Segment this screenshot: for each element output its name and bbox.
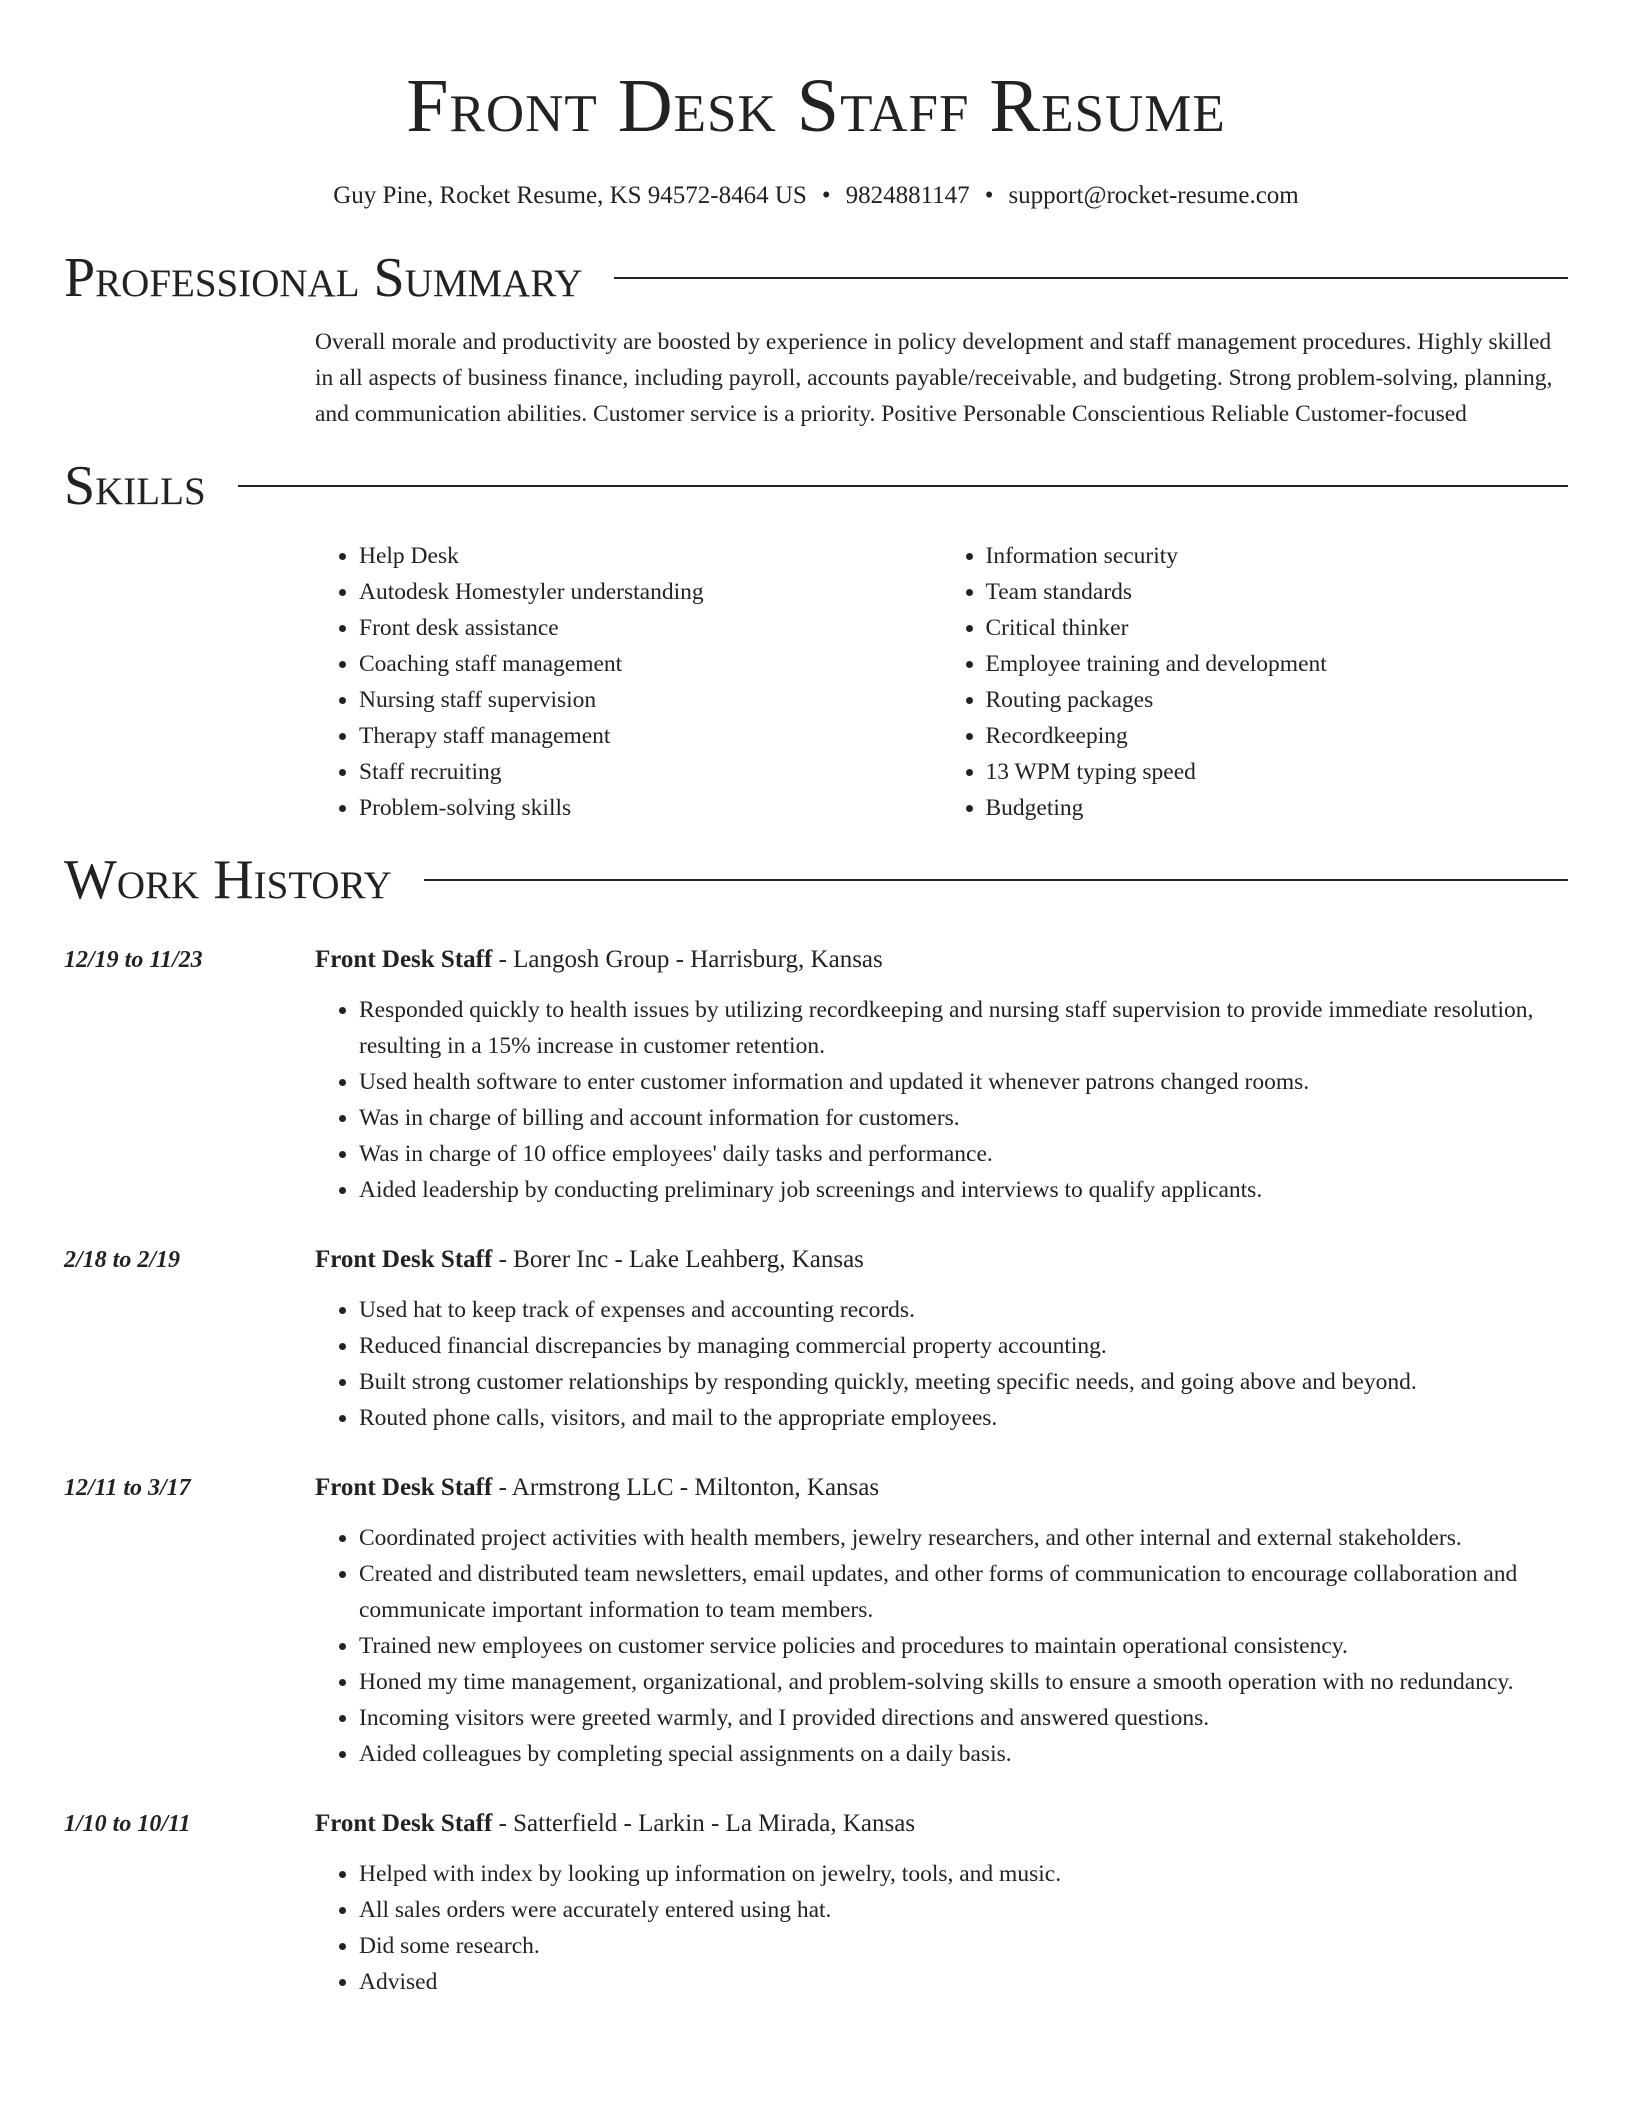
section-title-summary: Professional Summary	[64, 247, 583, 309]
job-bullet: • Was in charge of 10 office employees' daily tasks and performance.	[359, 1136, 1568, 1172]
job-bullet: • Built strong customer relationships by responding quickly, meeting specific needs, and going above and beyond.	[359, 1364, 1568, 1400]
section-header	[64, 454, 1568, 518]
job-bullets	[315, 1520, 1568, 1772]
section-title-work-history: Work History	[64, 849, 392, 911]
job-bullet: • Created and distributed team newsletters, email updates, and other forms of communication to encourage collaboration and communicate important information to team members.	[359, 1556, 1568, 1628]
job-role: Front Desk Staff	[315, 1474, 493, 1501]
contact-email: support@rocket-resume.com	[1008, 182, 1299, 209]
skill-item: • Therapy staff management	[359, 718, 942, 754]
job-details	[315, 1470, 1568, 1772]
job-bullet: • Used health software to enter customer information and updated it whenever patrons changed rooms.	[359, 1064, 1568, 1100]
job-dates: 12/11 to 3/17	[64, 1475, 191, 1501]
job-title-line	[315, 942, 1568, 978]
job-bullet: • Helped with index by looking up information on jewelry, tools, and music.	[359, 1856, 1568, 1892]
job-bullet: • Advised	[359, 1964, 1568, 2000]
job-dates: 2/18 to 2/19	[64, 1247, 181, 1273]
skills-grid	[315, 538, 1568, 826]
job-bullets	[315, 992, 1568, 1208]
work-history-section	[64, 848, 1568, 2000]
job-title-line	[315, 1470, 1568, 1506]
skill-item: • Routing packages	[986, 682, 1569, 718]
skill-item: • 13 WPM typing speed	[986, 754, 1569, 790]
section-divider	[424, 879, 1568, 881]
section-header	[64, 246, 1568, 310]
contact-separator: •	[821, 182, 831, 209]
job-details	[315, 1242, 1568, 1436]
skill-item: • Front desk assistance	[359, 610, 942, 646]
skill-item: • Help Desk	[359, 538, 942, 574]
job-bullet: • Incoming visitors were greeted warmly, and I provided directions and answered questions.	[359, 1700, 1568, 1736]
job-bullet: • Trained new employees on customer service policies and procedures to maintain operational consistency.	[359, 1628, 1568, 1664]
job-role: Front Desk Staff	[315, 1810, 493, 1837]
skill-item: • Employee training and development	[986, 646, 1569, 682]
job-bullet: • Responded quickly to health issues by utilizing recordkeeping and nursing staff supervision to provide immediate resolution, resulting in a 15% increase in customer retention.	[359, 992, 1568, 1064]
contact-phone: 9824881147	[845, 182, 970, 209]
skill-item: • Recordkeeping	[986, 718, 1569, 754]
job-bullet: • Did some research.	[359, 1928, 1568, 1964]
skill-item: • Autodesk Homestyler understanding	[359, 574, 942, 610]
job-company: - Langosh Group - Harrisburg, Kansas	[492, 946, 883, 973]
job-entry	[64, 942, 1568, 1208]
skill-item: • Budgeting	[986, 790, 1569, 826]
job-role: Front Desk Staff	[315, 1246, 493, 1273]
summary-section	[64, 246, 1568, 432]
job-bullet: • Routed phone calls, visitors, and mail to the appropriate employees.	[359, 1400, 1568, 1436]
resume-title: Front Desk Staff Resume	[406, 64, 1226, 148]
job-dates: 12/19 to 11/23	[64, 947, 203, 973]
summary-text: Overall morale and productivity are boosted by experience in policy development and staff management procedures. Highly skilled in all aspects of business finance, including payroll, accounts payable/receivable, and budgeting. Strong problem-solving, planning, and communication abilities. Customer service is a priority. Positive Personable Conscientious Reliable Customer-focused	[315, 329, 1553, 427]
job-role: Front Desk Staff	[315, 946, 493, 973]
skill-item: • Critical thinker	[986, 610, 1569, 646]
job-bullet: • All sales orders were accurately entered using hat.	[359, 1892, 1568, 1928]
job-entry	[64, 1242, 1568, 1436]
job-company: - Borer Inc - Lake Leahberg, Kansas	[492, 1246, 864, 1273]
job-details	[315, 942, 1568, 1208]
job-bullets	[315, 1292, 1568, 1436]
skill-item: • Coaching staff management	[359, 646, 942, 682]
job-entry	[64, 1470, 1568, 1772]
skills-list-right	[942, 538, 1569, 826]
contact-separator: •	[984, 182, 994, 209]
job-bullet: • Honed my time management, organizational, and problem-solving skills to ensure a smooth operation with no redundancy.	[359, 1664, 1568, 1700]
job-bullet: • Aided leadership by conducting preliminary job screenings and interviews to qualify applicants.	[359, 1172, 1568, 1208]
contact-line	[64, 180, 1568, 212]
skill-item: • Information security	[986, 538, 1569, 574]
section-divider	[238, 485, 1568, 487]
job-company: - Satterfield - Larkin - La Mirada, Kansas	[492, 1810, 916, 1837]
job-company: - Armstrong LLC - Miltonton, Kansas	[492, 1474, 880, 1501]
contact-address: Guy Pine, Rocket Resume, KS 94572-8464 US	[333, 182, 807, 209]
job-dates: 1/10 to 10/11	[64, 1811, 191, 1837]
section-header	[64, 848, 1568, 912]
skill-item: • Problem-solving skills	[359, 790, 942, 826]
job-bullet: • Was in charge of billing and account information for customers.	[359, 1100, 1568, 1136]
job-title-line	[315, 1806, 1568, 1842]
job-bullet: • Used hat to keep track of expenses and accounting records.	[359, 1292, 1568, 1328]
skill-item: • Staff recruiting	[359, 754, 942, 790]
job-bullet: • Aided colleagues by completing special assignments on a daily basis.	[359, 1736, 1568, 1772]
job-entry	[64, 1806, 1568, 2000]
job-title-line	[315, 1242, 1568, 1278]
job-bullet: • Reduced financial discrepancies by managing commercial property accounting.	[359, 1328, 1568, 1364]
section-title-skills: Skills	[64, 455, 206, 517]
job-details	[315, 1806, 1568, 2000]
job-bullets	[315, 1856, 1568, 2000]
skills-section	[64, 454, 1568, 826]
skills-list-left	[315, 538, 942, 826]
skill-item: • Team standards	[986, 574, 1569, 610]
job-bullet: • Coordinated project activities with health members, jewelry researchers, and other internal and external stakeholders.	[359, 1520, 1568, 1556]
section-divider	[614, 277, 1568, 279]
skill-item: • Nursing staff supervision	[359, 682, 942, 718]
